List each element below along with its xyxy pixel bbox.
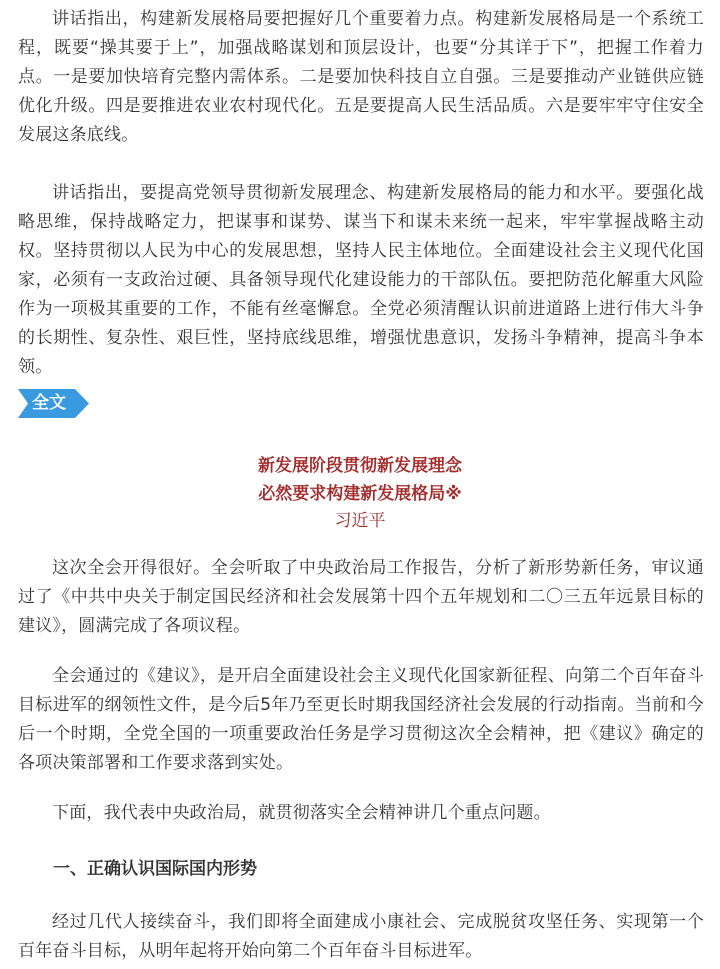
paragraph-proposal: 全会通过的《建议》，是开启全面建设社会主义现代化国家新征程、向第二个百年奋斗目标进军的纲领性文件，是今后5年乃至更长时期我国经济社会发展的行动指南。当前和今后一个时期，全党全国的一项重要政治任务是学习贯彻这次全会精神，把《建议》确定的各项决策部署和工作要求落到实处。 <box>18 666 704 773</box>
full-text-tag-label: 全文 <box>32 393 66 413</box>
full-text-tag <box>18 389 89 418</box>
paragraph-generations: 经过几代人接续奋斗，我们即将全面建成小康社会、完成脱贫攻坚任务、实现第一个百年奋斗目标，从明年起将开始向第二个百年奋斗目标进军。 <box>18 912 704 961</box>
article-title-line-1: 新发展阶段贯彻新发展理念 <box>258 456 462 476</box>
article-author: 习近平 <box>334 511 386 531</box>
paragraph-leadership: 讲话指出，要提高党领导贯彻新发展理念、构建新发展格局的能力和水平。要强化战略思维，保持战略定力，把谋事和谋势、谋当下和谋未来统一起来，牢牢掌握战略主动权。坚持贯彻以人民为中心的发展思想，坚持人民主体地位。全面建设社会主义现代化国家，必须有一支政治过硬、具备领导现代化建设能力的干部队伍。要把防范化解重大风险作为一项极其重要的工作，不能有丝毫懈怠。全党必须清醒认识前进道路上进行伟大斗争的长期性、复杂性、艰巨性，坚持底线思维，增强忧患意识，发扬斗争精神，提高斗争本领。 <box>18 183 704 377</box>
paragraph-plenary-session: 这次全会开得很好。全会听取了中央政治局工作报告，分析了新形势新任务，审议通过了《中共中央关于制定国民经济和社会发展第十四个五年规划和二〇三五年远景目标的建议》，圆满完成了各项议程。 <box>18 558 704 636</box>
paragraph-key-points: 讲话指出，构建新发展格局要把握好几个重要着力点。构建新发展格局是一个系统工程，既要“操其要于上”，加强战略谋划和顶层设计，也要“分其详于下”，把握工作着力点。一是要加快培育完整内需体系。二是要加快科技自立自强。三是要推动产业链供应链优化升级。四是要推进农业农村现代化。五是要提高人民生活品质。六是要牢牢守住安全发展这条底线。 <box>18 9 704 145</box>
article-title-line-2: 必然要求构建新发展格局※ <box>258 484 462 504</box>
section-heading: 一、正确认识国际国内形势 <box>53 859 257 879</box>
paragraph-introduction: 下面，我代表中央政治局，就贯彻落实全会精神讲几个重点问题。 <box>52 803 551 823</box>
